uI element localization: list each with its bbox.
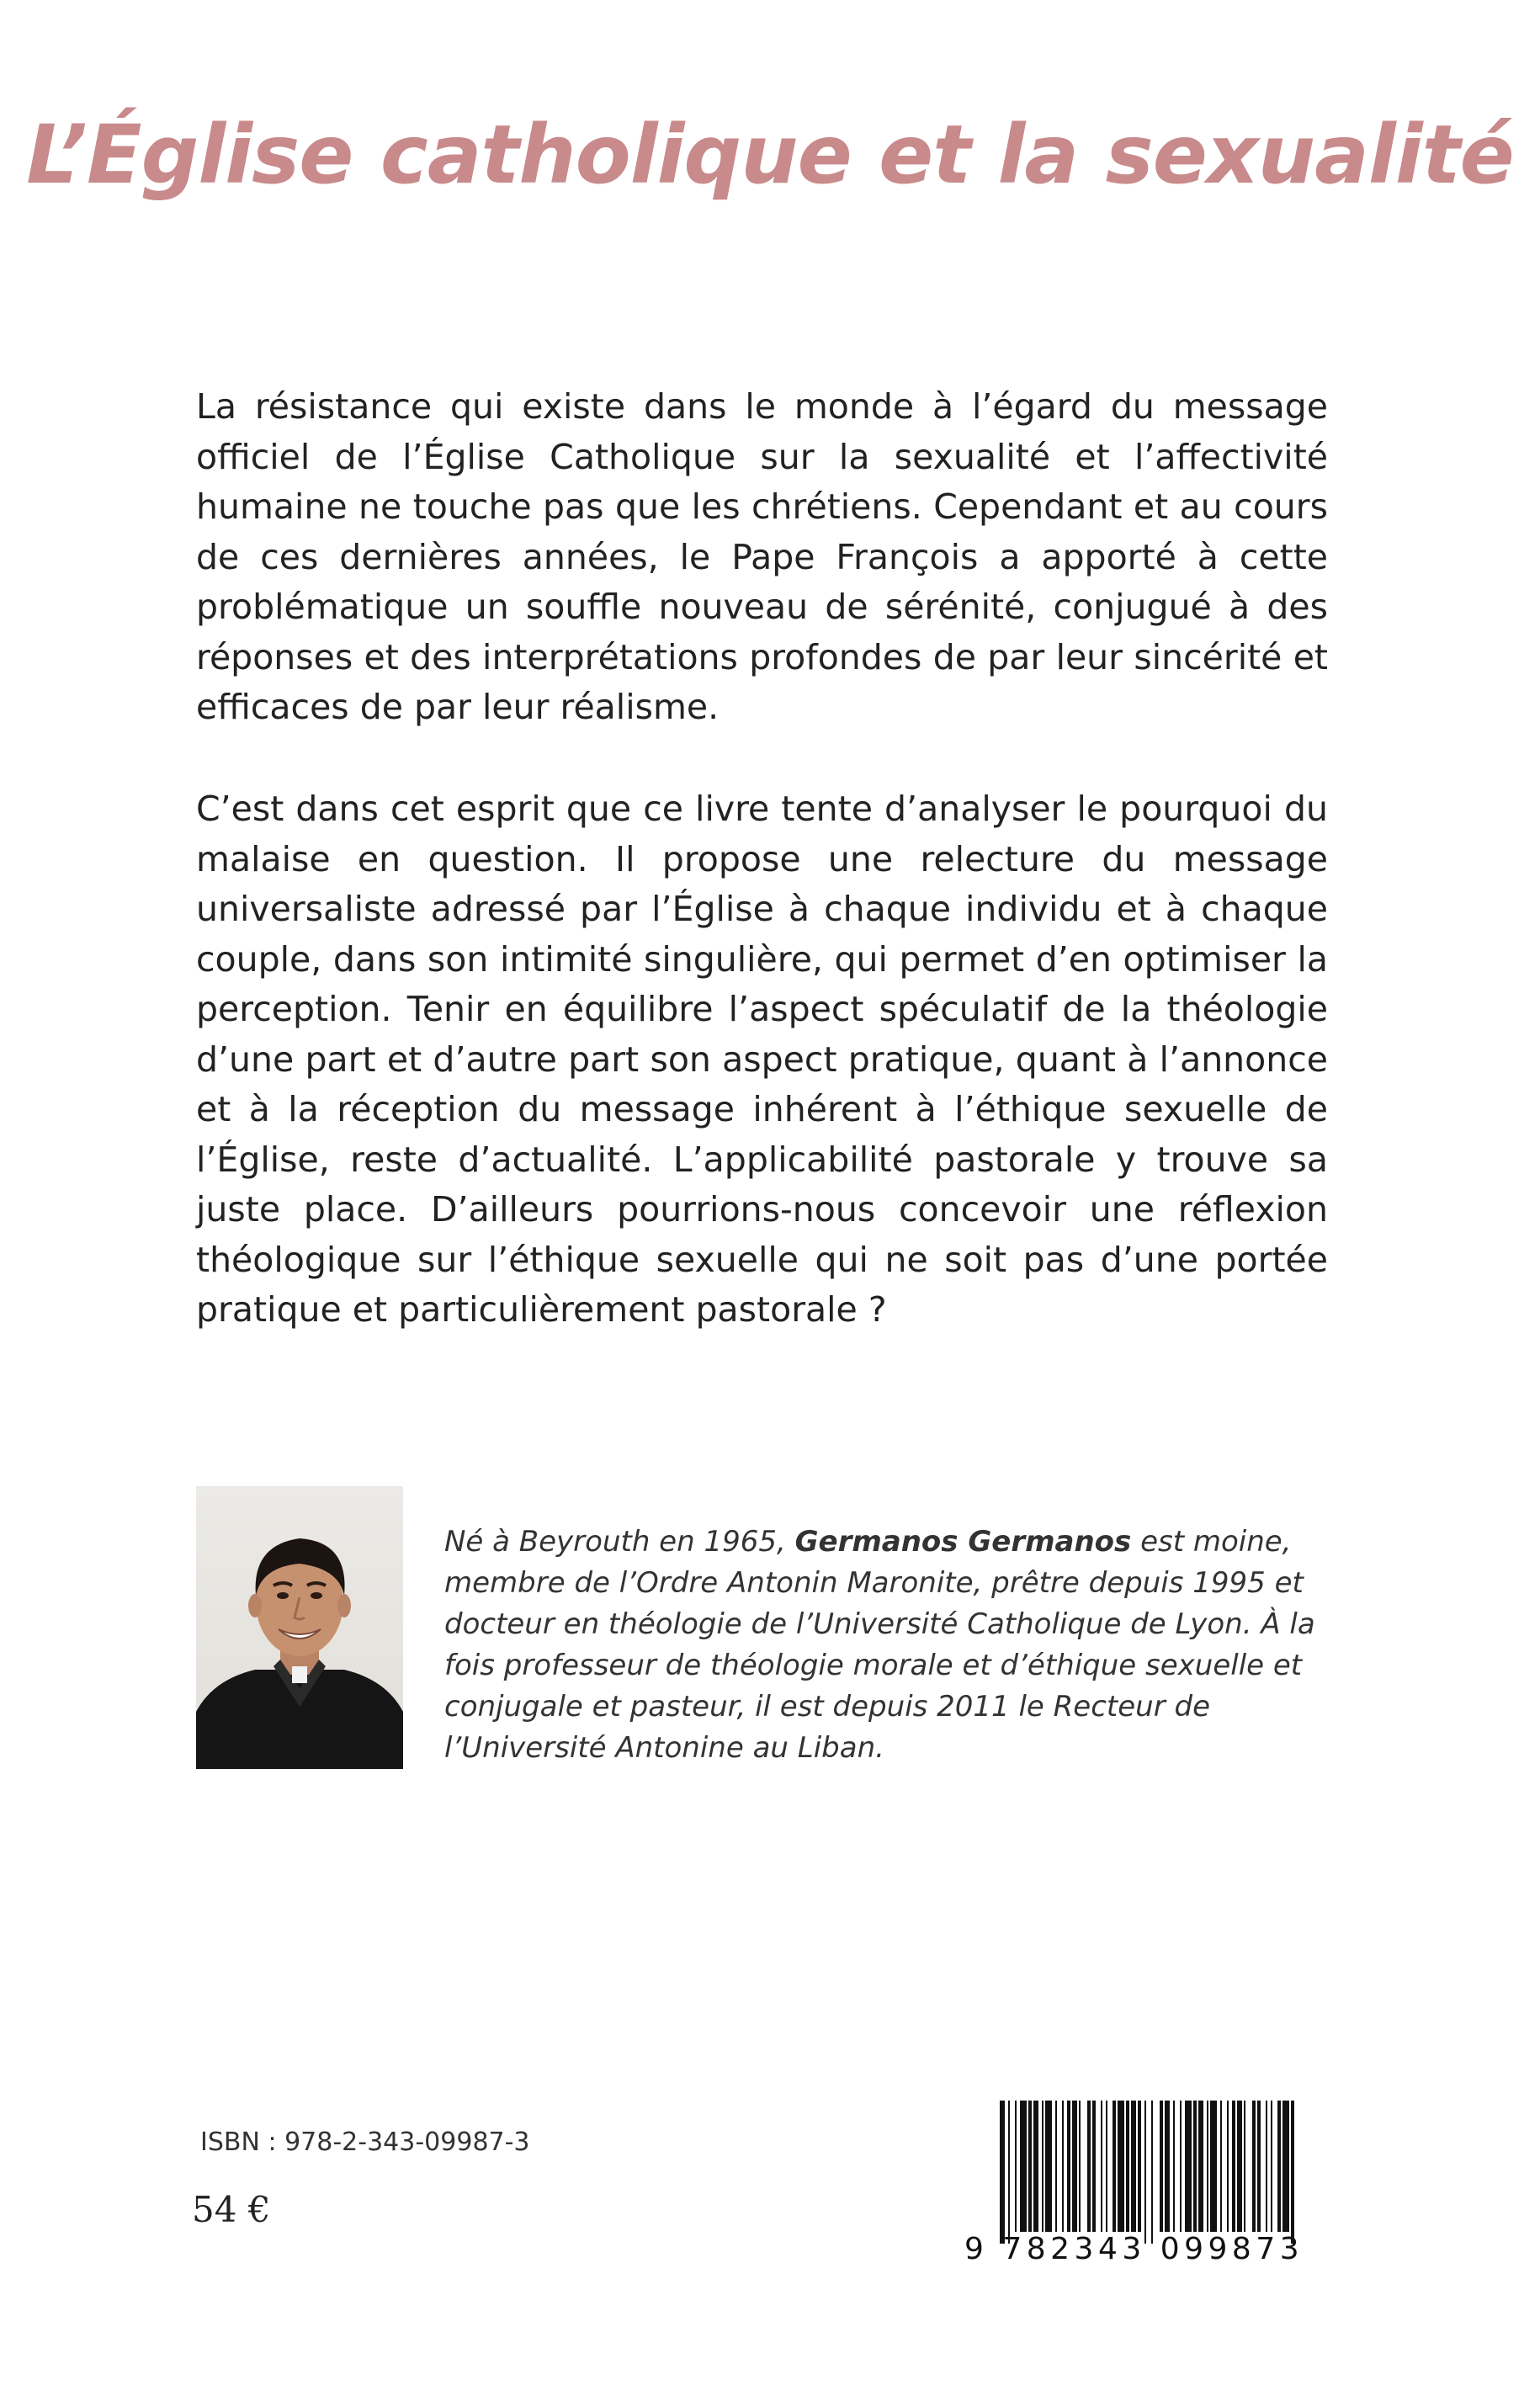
barcode-bar: [1227, 2101, 1229, 2232]
barcode-bar: [1138, 2101, 1141, 2232]
barcode-bar: [1173, 2101, 1175, 2232]
barcode-bar: [1207, 2101, 1208, 2232]
barcode-bar: [1092, 2101, 1096, 2232]
barcode-bar: [1106, 2101, 1107, 2232]
barcode-bar: [1185, 2101, 1192, 2232]
barcode-bar: [1113, 2101, 1116, 2232]
barcode-bar: [1144, 2101, 1146, 2244]
price: 54 €: [192, 2189, 271, 2230]
barcode-bar: [1232, 2101, 1235, 2232]
barcode-bar: [1282, 2101, 1289, 2232]
barcode-bar: [1271, 2101, 1272, 2232]
barcode-bar: [1237, 2101, 1242, 2232]
barcode-bar: [1020, 2101, 1027, 2232]
barcode-bar: [1033, 2101, 1038, 2232]
barcode-bar: [1000, 2101, 1005, 2244]
barcode-bar: [1101, 2101, 1102, 2232]
barcode-bar: [1277, 2101, 1281, 2232]
barcode-bar: [1252, 2101, 1256, 2232]
author-name: Germanos Germanos: [794, 1525, 1132, 1559]
barcode-bar: [1079, 2101, 1081, 2232]
barcode-digits: 9 782343 099873: [964, 2232, 1304, 2266]
barcode-bar: [1131, 2101, 1136, 2232]
barcode-bar: [1180, 2101, 1182, 2232]
barcode-bar: [1244, 2101, 1245, 2232]
barcode-bar: [1062, 2101, 1064, 2232]
barcode-bar: [1015, 2101, 1017, 2232]
author-bio-details: est moine, membre de l’Ordre Antonin Maronite, prêtre depuis 1995 et docteur en théologie de l’Université Catholique de Lyon. À la fois professeur de théologie morale et d’éthique sexuelle et conjugale et pasteur, il est depuis 2011 le Recteur de l’Université Antonine au Liban.: [444, 1525, 1315, 1765]
barcode-bar: [1165, 2101, 1170, 2232]
barcode-bar: [1151, 2101, 1153, 2244]
summary-paragraph-2: C’est dans cet esprit que ce livre tente d’analyser le pourquoi du malaise en question. Il propose une relecture du message universaliste adressé par l’Église à chaque individu et à chaque couple, dans son intimité singulière, qui permet d’en optimiser la perception. Tenir en équilibre l’aspect spéculatif de la théologie d’une part et d’autre part son aspect pratique, quant à l’annonce et à la réception du message inhérent à l’éthique sexuelle de l’Église, reste d’actualité. L’applicabilité pastorale y trouve sa juste place. D’ailleurs pourrions-nous concevoir une réflexion théologique sur l’éthique sexuelle qui ne soit pas d’une portée pratique et particulièrement pastorale ?: [196, 789, 1328, 1330]
author-bio: [444, 1522, 1328, 1769]
author-photo: [196, 1486, 403, 1769]
barcode-bar: [1028, 2101, 1032, 2232]
barcode-bar: [1126, 2101, 1129, 2232]
author-portrait-icon: [196, 1486, 403, 1769]
barcode-bar: [1072, 2101, 1077, 2232]
isbn: ISBN : 978-2-343-09987-3: [200, 2127, 530, 2157]
barcode-bar: [1266, 2101, 1267, 2232]
barcode-bar: [1291, 2101, 1294, 2244]
barcode-bar: [1160, 2101, 1163, 2232]
barcode-bar: [1045, 2101, 1052, 2232]
barcode-bar: [1220, 2101, 1222, 2232]
barcode-bar: [1257, 2101, 1261, 2232]
book-title: L’Église catholique et la sexualité: [26, 108, 1514, 202]
summary-paragraph-1: La résistance qui existe dans le monde à l’égard du message officiel de l’Église Catholique sur la sexualité et l’affectivité humaine ne touche pas que les chrétiens. Cependant et au cours de ces dernières années, le Pape François a apporté à cette problématique un souffle nouveau de sérénité, conjugué à des réponses et des interprétations profondes de par leur sincérité et efficaces de par leur réalisme.: [196, 386, 1328, 727]
barcode-bar: [1042, 2101, 1043, 2232]
barcode-bar: [1198, 2101, 1203, 2232]
barcode-bar: [1008, 2101, 1010, 2244]
barcode-bar: [1087, 2101, 1091, 2232]
barcode-bar: [1055, 2101, 1057, 2232]
barcode-bar: [1210, 2101, 1217, 2232]
author-bio-intro: Né à Beyrouth en 1965,: [444, 1525, 795, 1559]
barcode-bar: [1193, 2101, 1197, 2232]
barcode-bar: [1067, 2101, 1070, 2232]
barcode-bar: [1118, 2101, 1124, 2232]
